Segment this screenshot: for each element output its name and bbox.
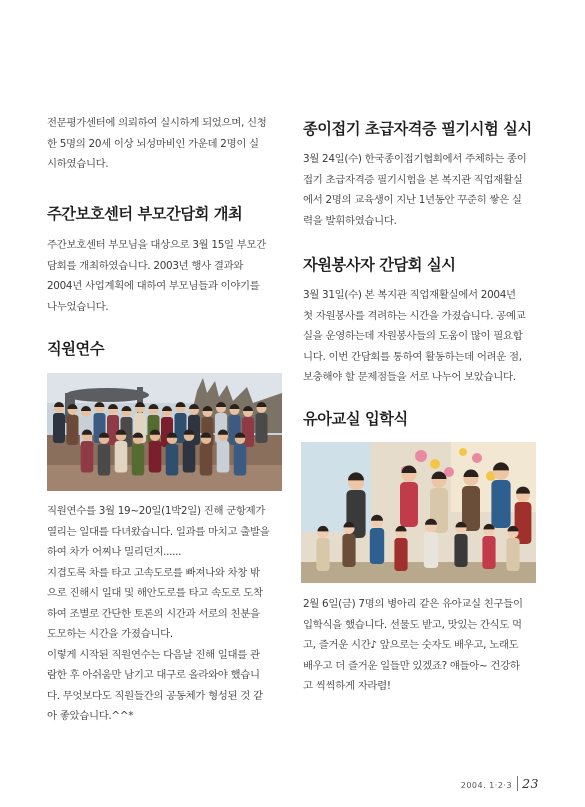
section-staff-training-title [47, 338, 285, 359]
section-origami-exam [303, 118, 537, 231]
kids-class-photo [301, 442, 536, 583]
page-number: 23 [517, 776, 539, 791]
section-title: 직원연수 [47, 340, 105, 358]
issue-date: 2004. 1·2·3 [460, 781, 513, 790]
section-volunteer-meeting [303, 254, 537, 388]
staff-group-photo [47, 373, 282, 491]
section-body: 주간보호센터 부모님을 대상으로 3월 15일 부모간 담회를 개최하였습니다. 2003년 행사 결과와 2004년 사업계획에 대하여 부모님들과 이야기를 나누었습니다. [47, 239, 266, 313]
section-kids-class-body [303, 594, 537, 697]
intro-text: 전문평가센터에 의뢰하여 실시하게 되었으며, 신청 한 5명의 20세 이상 뇌성마비인 가운데 2명이 실 시하였습니다. [47, 117, 267, 170]
section-title: 유아교실 입학식 [303, 410, 408, 428]
section-title: 주간보호센터 부모간담회 개최 [47, 205, 243, 223]
section-body: 3월 31일(수) 본 복지관 직업재활실에서 2004년 첫 자원봉사를 격려하는 시간을 가졌습니다. 공예교 실을 운영하는데 자원봉사들의 도움이 많이 필요합 니다. 이번 간담회를 통하여 활동하는데 어려운 점, 보충해야 할 문제점들을 서로 나누어 보았습니다. [303, 289, 526, 383]
intro-paragraph [47, 113, 285, 175]
section-body: 직원연수를 3월 19~20일(1박2일) 진해 군항제가 열리는 일대를 다녀왔습니다. 일과를 마치고 출발을 하여 차가 어찌나 밀리던지...... 지겹도록 차를 타고 고속도로를 빠져나와 차창 밖 으로 진해시 일대 및 해안도로를 타고 속도로 도착 하여 조별로 간단한 토론의 시간과 서로의 친분을 도모하는 시간을 가졌습니다. 이렇게 시작된 직원연수는 다음날 진해 일대를 관 람한 후 아쉬움만 남기고 대구로 올라와야 했습니 다. 무엇보다도 직원들간의 공동체가 형성된 것 같 아 좋았습니다.^^* [47, 505, 270, 722]
section-kids-class-title [303, 408, 537, 429]
section-parent-meeting [47, 203, 285, 317]
section-title: 종이접기 초급자격증 필기시험 실시 [303, 120, 532, 138]
section-title: 자원봉사자 간담회 실시 [303, 256, 456, 274]
section-body: 3월 24일(수) 한국종이접기협회에서 주체하는 종이 접기 초급자격증 필기시험을 본 복지관 직업재활실 에서 2명의 교육생이 지난 1년동안 꾸준히 쌓은 실 력을 발휘하였습니다. [303, 153, 527, 227]
section-staff-training-body [47, 501, 285, 727]
page-footer [461, 776, 539, 791]
section-body: 2월 6일(금) 7명의 병아리 같은 유아교실 친구들이 입학식을 했습니다. 선물도 받고, 맛있는 간식도 먹 고, 즐거운 시간♪ 앞으로는 숫자도 배우고, 노래도 배우고 더 즐거운 일들만 있겠죠? 얘들아~ 건강하 고 씩씩하게 자라렴! [303, 598, 523, 692]
